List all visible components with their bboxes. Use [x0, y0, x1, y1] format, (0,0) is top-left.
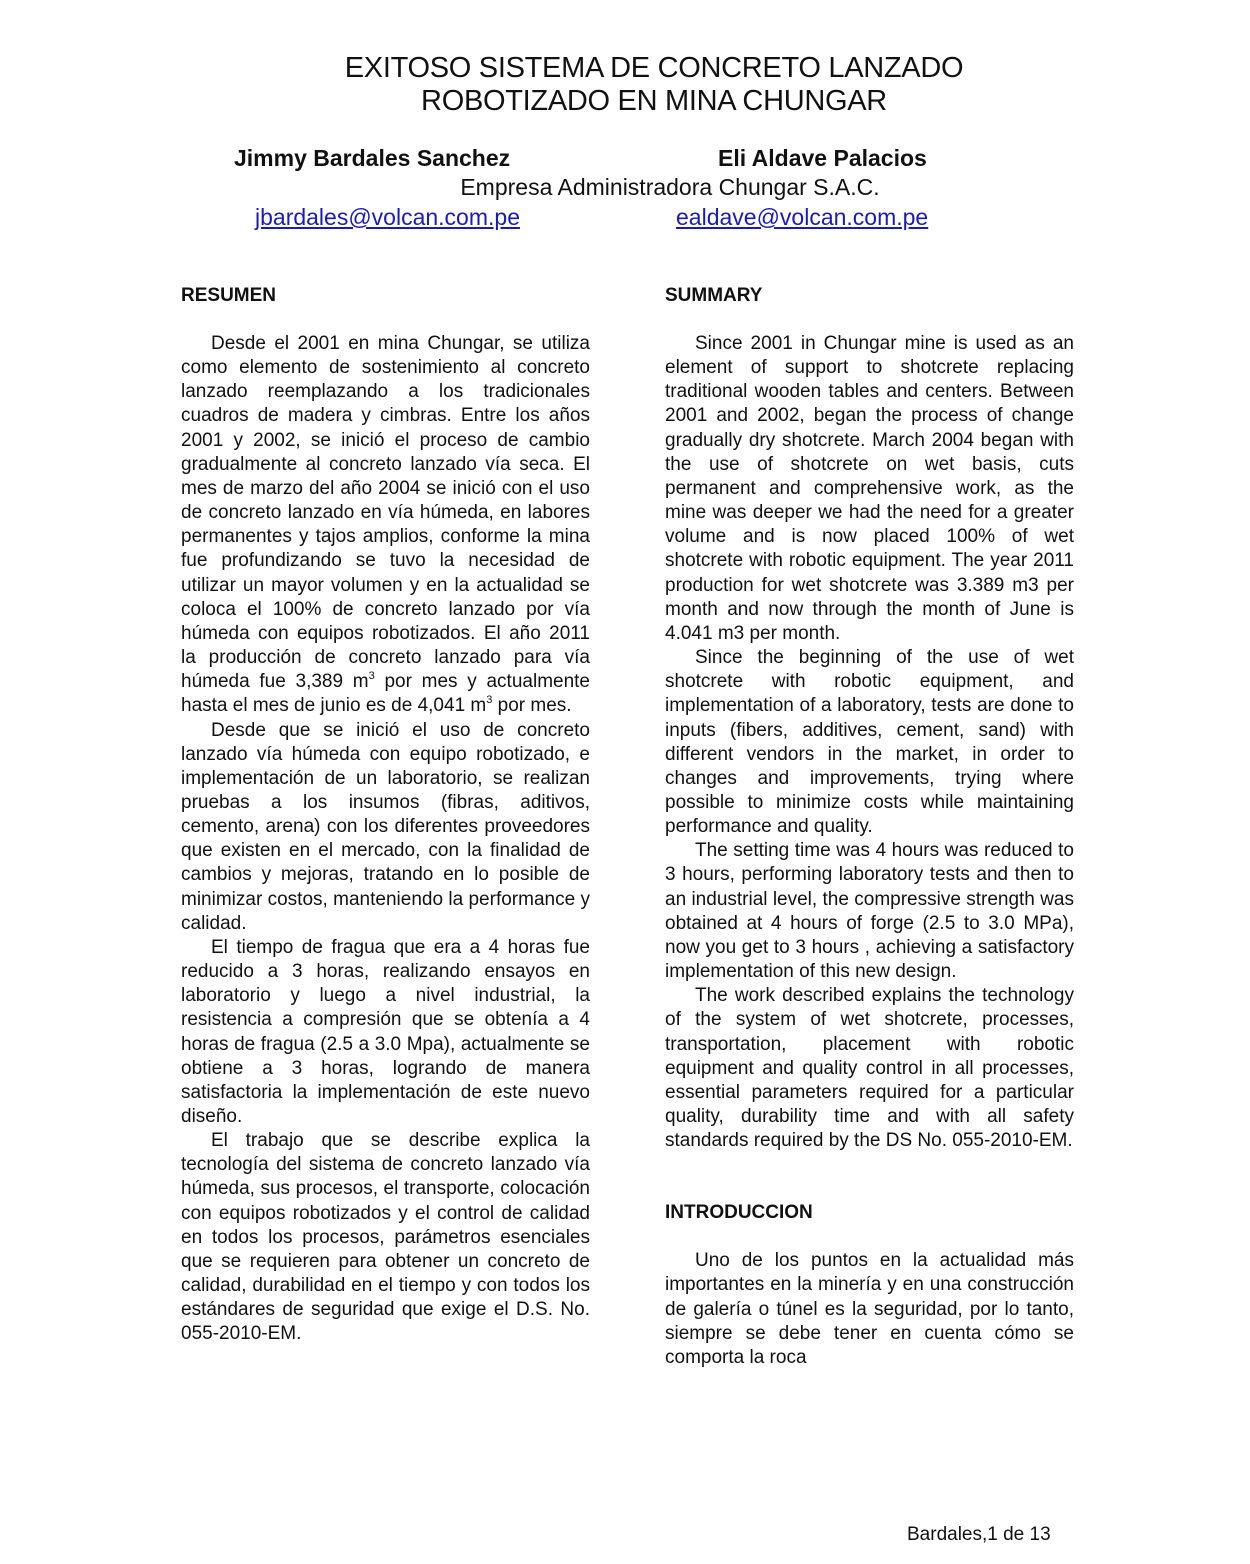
left-column — [181, 284, 590, 1347]
superscript: 3 — [368, 670, 375, 683]
author-email-link[interactable]: jbardales@volcan.com.pe — [255, 204, 520, 230]
paper-title-line-2: ROBOTIZADO EN MINA CHUNGAR — [421, 85, 887, 117]
resumen-text: Desde el 2001 en mina Chungar, se utiliza como elemento de sostenimiento al concreto lanzado reemplazando a los tradicionales cuadros de madera y cimbras. Entre los años 2001 y 2002, se inició el proceso de cambio gradualmente al concreto lanzado vía seca. El mes de marzo del año 2004 se inició con el uso de concreto lanzado en vía húmeda, en labores permanentes y tajos amplios, conforme la mina fue profundizando se tuvo la necesidad de utilizar un mayor volumen y en la actualidad se coloca el 100% de concreto lanzado por vía húmeda con equipos robotizados. El año 2011 la producción de concreto lanzado para vía húmeda fue 3,389 m — [181, 333, 590, 693]
resumen-text: por mes y actualmente hasta el mes de junio es de 4,041 m — [181, 671, 590, 717]
author-name: Jimmy Bardales Sanchez — [234, 145, 511, 171]
summary-paragraph: The work described explains the technology of the system of wet shotcrete, processes, transportation, placement with robotic equipment and quality control in all processes, essential parameters required for a particular quality, durability time and with all safety standards required by the DS No. 055-2010-EM. — [665, 985, 1074, 1152]
author-email-link[interactable]: ealdave@volcan.com.pe — [676, 204, 929, 230]
section-heading-resumen: RESUMEN — [181, 285, 277, 306]
summary-paragraph: Since 2001 in Chungar mine is used as an element of support to shotcrete replacing traditional wooden tables and centers. Between 2001 and 2002, began the process of change gradually dry shotcrete. March 2004 began with the use of shotcrete on wet basis, cuts permanent and comprehensive work, as the mine was deeper we had the need for a greater volume and is now placed 100% of wet shotcrete with robotic equipment. The year 2011 production for wet shotcrete was 3.389 m3 per month and now through the month of June is 4.041 m3 per month. — [665, 333, 1074, 644]
right-column — [665, 284, 1074, 1370]
resumen-paragraph — [181, 332, 590, 719]
paper-title-line-1: EXITOSO SISTEMA DE CONCRETO LANZADO — [344, 52, 964, 84]
author-name: Eli Aldave Palacios — [718, 145, 927, 171]
resumen-paragraph: Desde que se inició el uso de concreto lanzado vía húmeda con equipo robotizado, e implementación de un laboratorio, se realizan pruebas a los insumos (fibras, aditivos, cemento, arena) con los diferentes proveedores que existen en el mercado, con la finalidad de cambios y mejoras, tratando en lo posible de minimizar costos, manteniendo la performance y calidad. — [181, 719, 590, 934]
affiliation: Empresa Administradora Chungar S.A.C. — [460, 174, 880, 200]
summary-paragraph: The setting time was 4 hours was reduced to 3 hours, performing laboratory tests and then to an industrial level, the compressive strength was obtained at 4 hours of forge (2.5 to 3.0 MPa), now you get to 3 hours , achieving a satisfactory implementation of this new design. — [665, 840, 1074, 983]
section-heading-summary: SUMMARY — [665, 285, 763, 306]
summary-paragraph: Since the beginning of the use of wet shotcrete with robotic equipment, and implementation of a laboratory, tests are done to inputs (fibers, additives, cement, sand) with different vendors in the market, in order to changes and improvements, trying where possible to minimize costs while maintaining performance and quality. — [665, 647, 1074, 838]
superscript: 3 — [486, 694, 493, 707]
introduccion-paragraph: Uno de los puntos en la actualidad más importantes en la minería y en una construcción de galería o túnel es la seguridad, por lo tanto, siempre se debe tener en cuenta cómo se comporta la roca — [665, 1250, 1074, 1368]
resumen-text: por mes. — [492, 695, 572, 717]
resumen-paragraph: El trabajo que se describe explica la tecnología del sistema de concreto lanzado vía húmeda, sus procesos, el transporte, colocación con equipos robotizados y el control de calidad en todos los procesos, parámetros esenciales que se requieren para obtener un concreto de calidad, durabilidad en el tiempo y con todos los estándares de seguridad que exige el D.S. No. 055-2010-EM. — [181, 1130, 590, 1345]
section-heading-introduccion: INTRODUCCION — [665, 1202, 813, 1224]
resumen-paragraph: El tiempo de fragua que era a 4 horas fue reducido a 3 horas, realizando ensayos en laboratorio y luego a nivel industrial, la resistencia a compresión que se obtenía a 4 horas de fragua (2.5 a 3.0 Mpa), actualmente se obtiene a 3 horas, logrando de manera satisfactoria la implementación de este nuevo diseño. — [181, 936, 590, 1127]
spacer — [665, 1153, 1074, 1201]
page-footer: Bardales,1 de 13 — [907, 1524, 1051, 1545]
